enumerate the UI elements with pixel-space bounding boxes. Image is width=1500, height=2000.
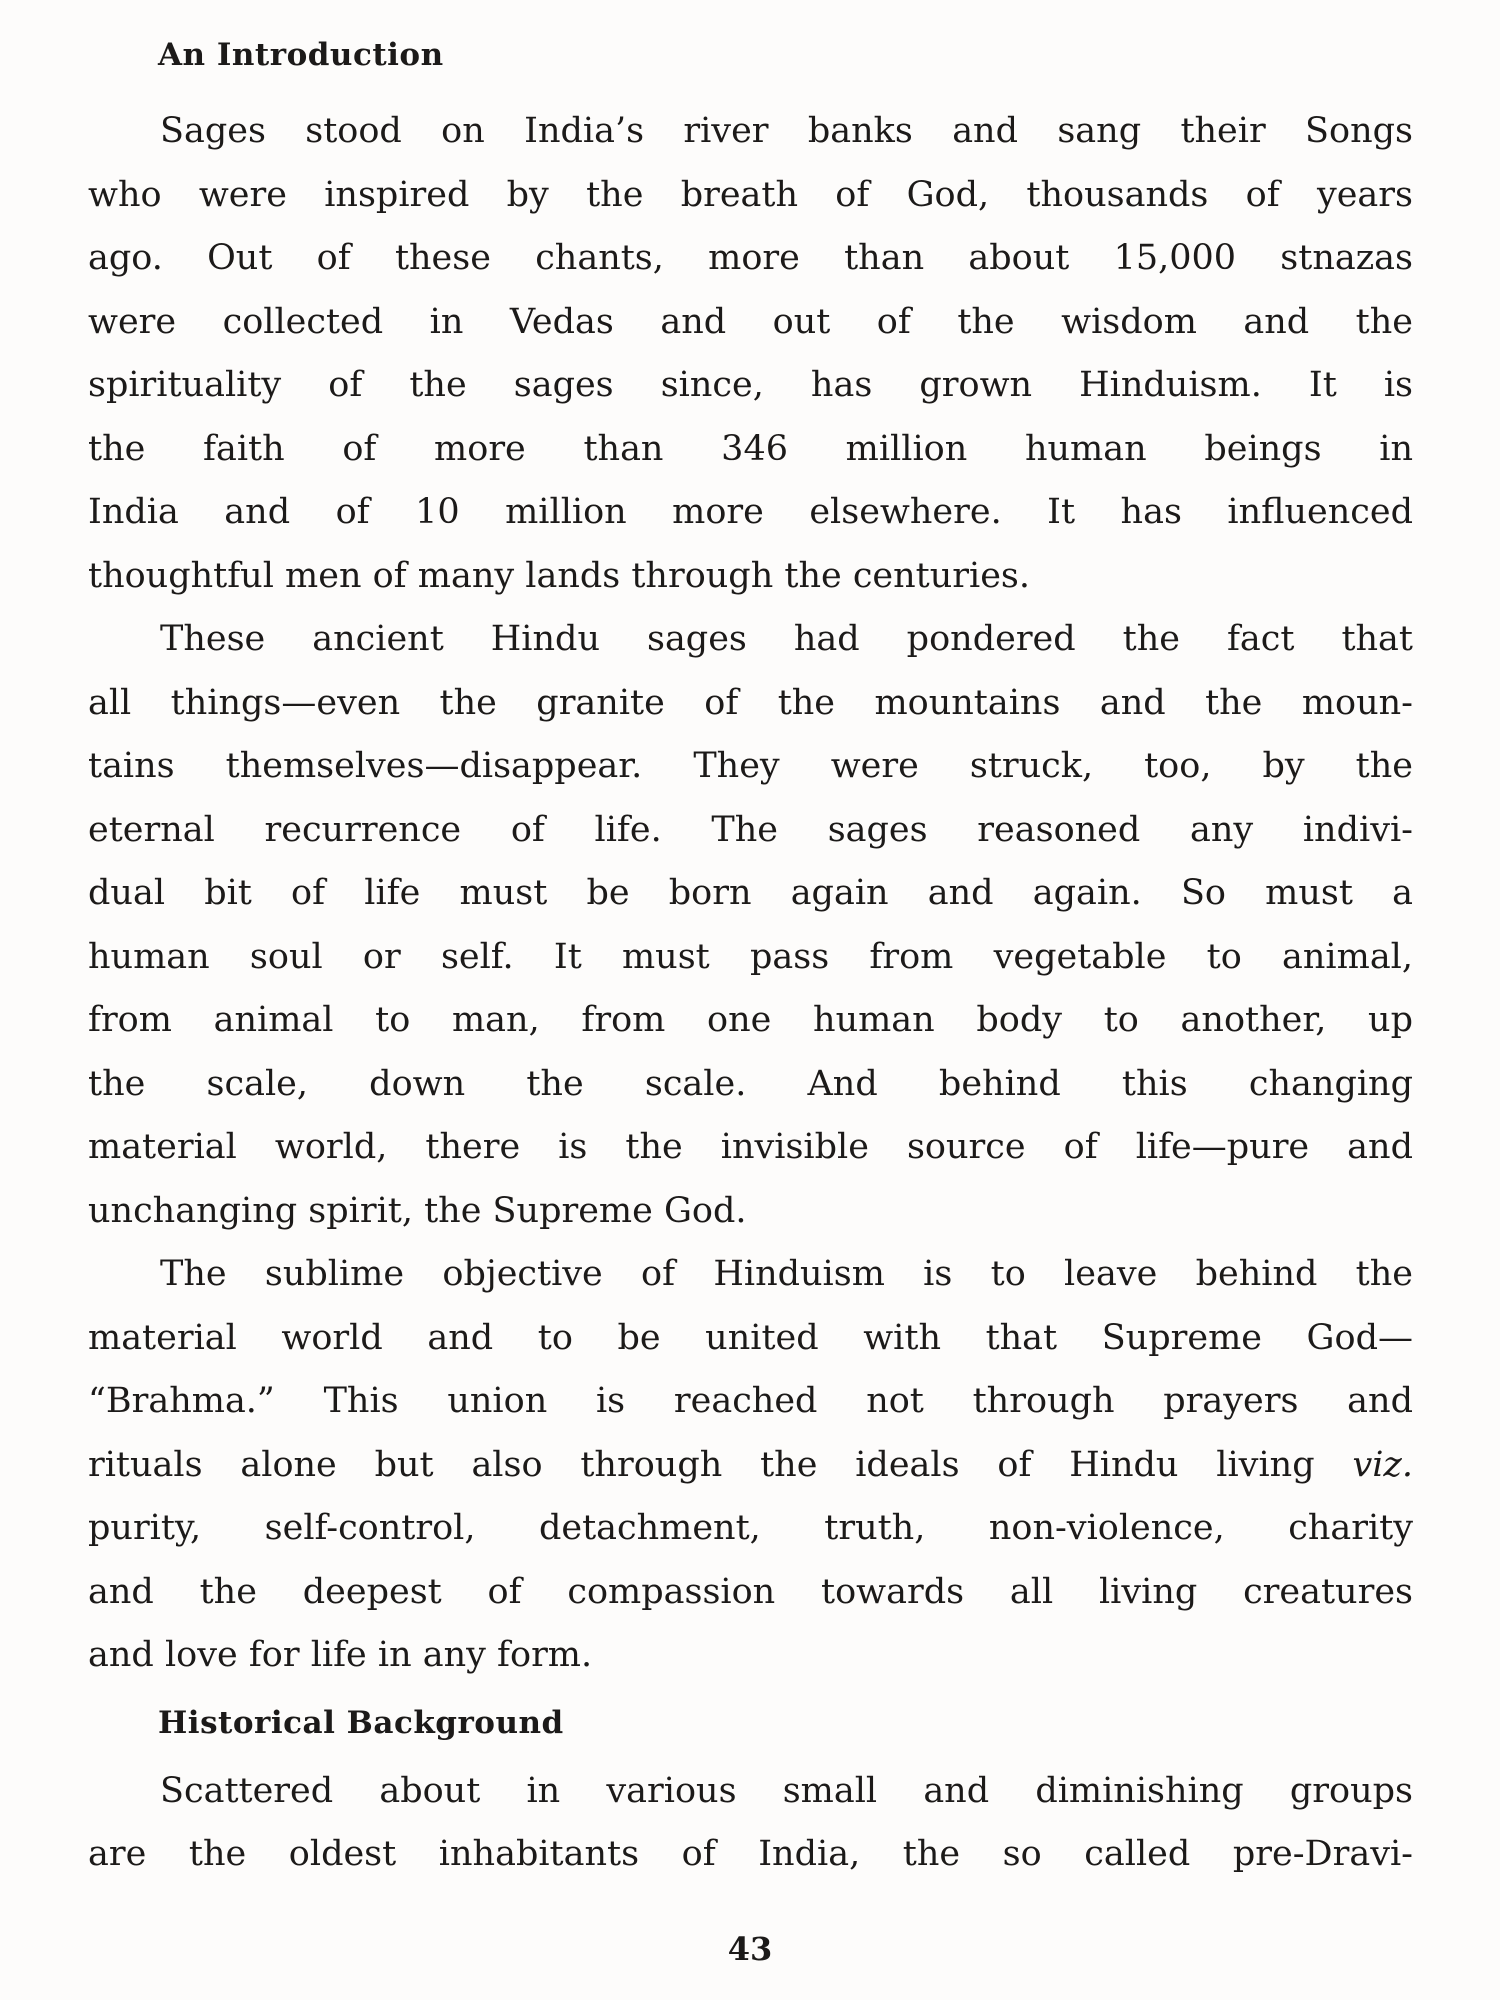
text-line-with-italic — [88, 1434, 1413, 1498]
text-line: material world and to be united with that Supreme God— — [88, 1317, 1413, 1358]
text-line: were collected in Vedas and out of the wisdom and the — [88, 301, 1413, 342]
paragraph-2 — [88, 608, 1413, 1243]
text-line: the scale, down the scale. And behind this changing — [88, 1063, 1413, 1104]
text-line: Sages stood on India’s river banks and sang their Songs — [160, 111, 1413, 151]
text-line: are the oldest inhabitants of India, the so called pre-Dravi- — [88, 1834, 1413, 1874]
text-line: eternal recurrence of life. The sages reasoned any indivi- — [88, 809, 1413, 850]
text-line: spirituality of the sages since, has grown Hinduism. It is — [88, 365, 1413, 405]
text-line: from animal to man, from one human body to another, up — [88, 1000, 1413, 1040]
text-line: material world, there is the invisible source of life—pure and — [88, 1127, 1413, 1167]
text-line: who were inspired by the breath of God, thousands of years — [88, 174, 1413, 215]
text-line: thoughtful men of many lands through the centuries. — [88, 555, 1031, 596]
text-line: and the deepest of compassion towards all living creatures — [88, 1571, 1413, 1612]
text-line: human soul or self. It must pass from vegetable to animal, — [88, 936, 1413, 977]
page-text — [88, 30, 1413, 1887]
text-line: India and of 10 million more elsewhere. It has influenced — [88, 492, 1413, 532]
paragraph-3 — [88, 1243, 1413, 1688]
text-line: Scattered about in various small and diminishing groups — [160, 1770, 1413, 1811]
paragraph-4 — [88, 1760, 1413, 1887]
italic-word: viz. — [1352, 1444, 1413, 1485]
paragraph-1 — [88, 100, 1413, 608]
text-line: These ancient Hindu sages had pondered the fact that — [160, 619, 1413, 659]
text-line: purity, self-control, detachment, truth, non-violence, charity — [88, 1508, 1413, 1548]
text-line: ago. Out of these chants, more than about 15,000 stnazas — [88, 238, 1413, 278]
text-line: unchanging spirit, the Supreme God. — [88, 1190, 747, 1231]
text-fragment: rituals alone but also through the ideals of Hindu living — [88, 1444, 1315, 1485]
text-line: “Brahma.” This union is reached not through prayers and — [88, 1381, 1413, 1421]
text-line: dual bit of life must be born again and again. So must a — [88, 873, 1413, 913]
text-line: The sublime objective of Hinduism is to leave behind the — [160, 1254, 1413, 1294]
section-heading-introduction: An Introduction — [158, 37, 444, 73]
text-line: all things—even the granite of the mountains and the moun- — [88, 682, 1413, 723]
page-number: 43 — [727, 1930, 773, 1968]
text-line: and love for life in any form. — [88, 1635, 593, 1675]
text-line: the faith of more than 346 million human beings in — [88, 428, 1413, 469]
text-line: tains themselves—disappear. They were struck, too, by the — [88, 746, 1413, 786]
section-heading-historical-background: Historical Background — [158, 1704, 564, 1741]
